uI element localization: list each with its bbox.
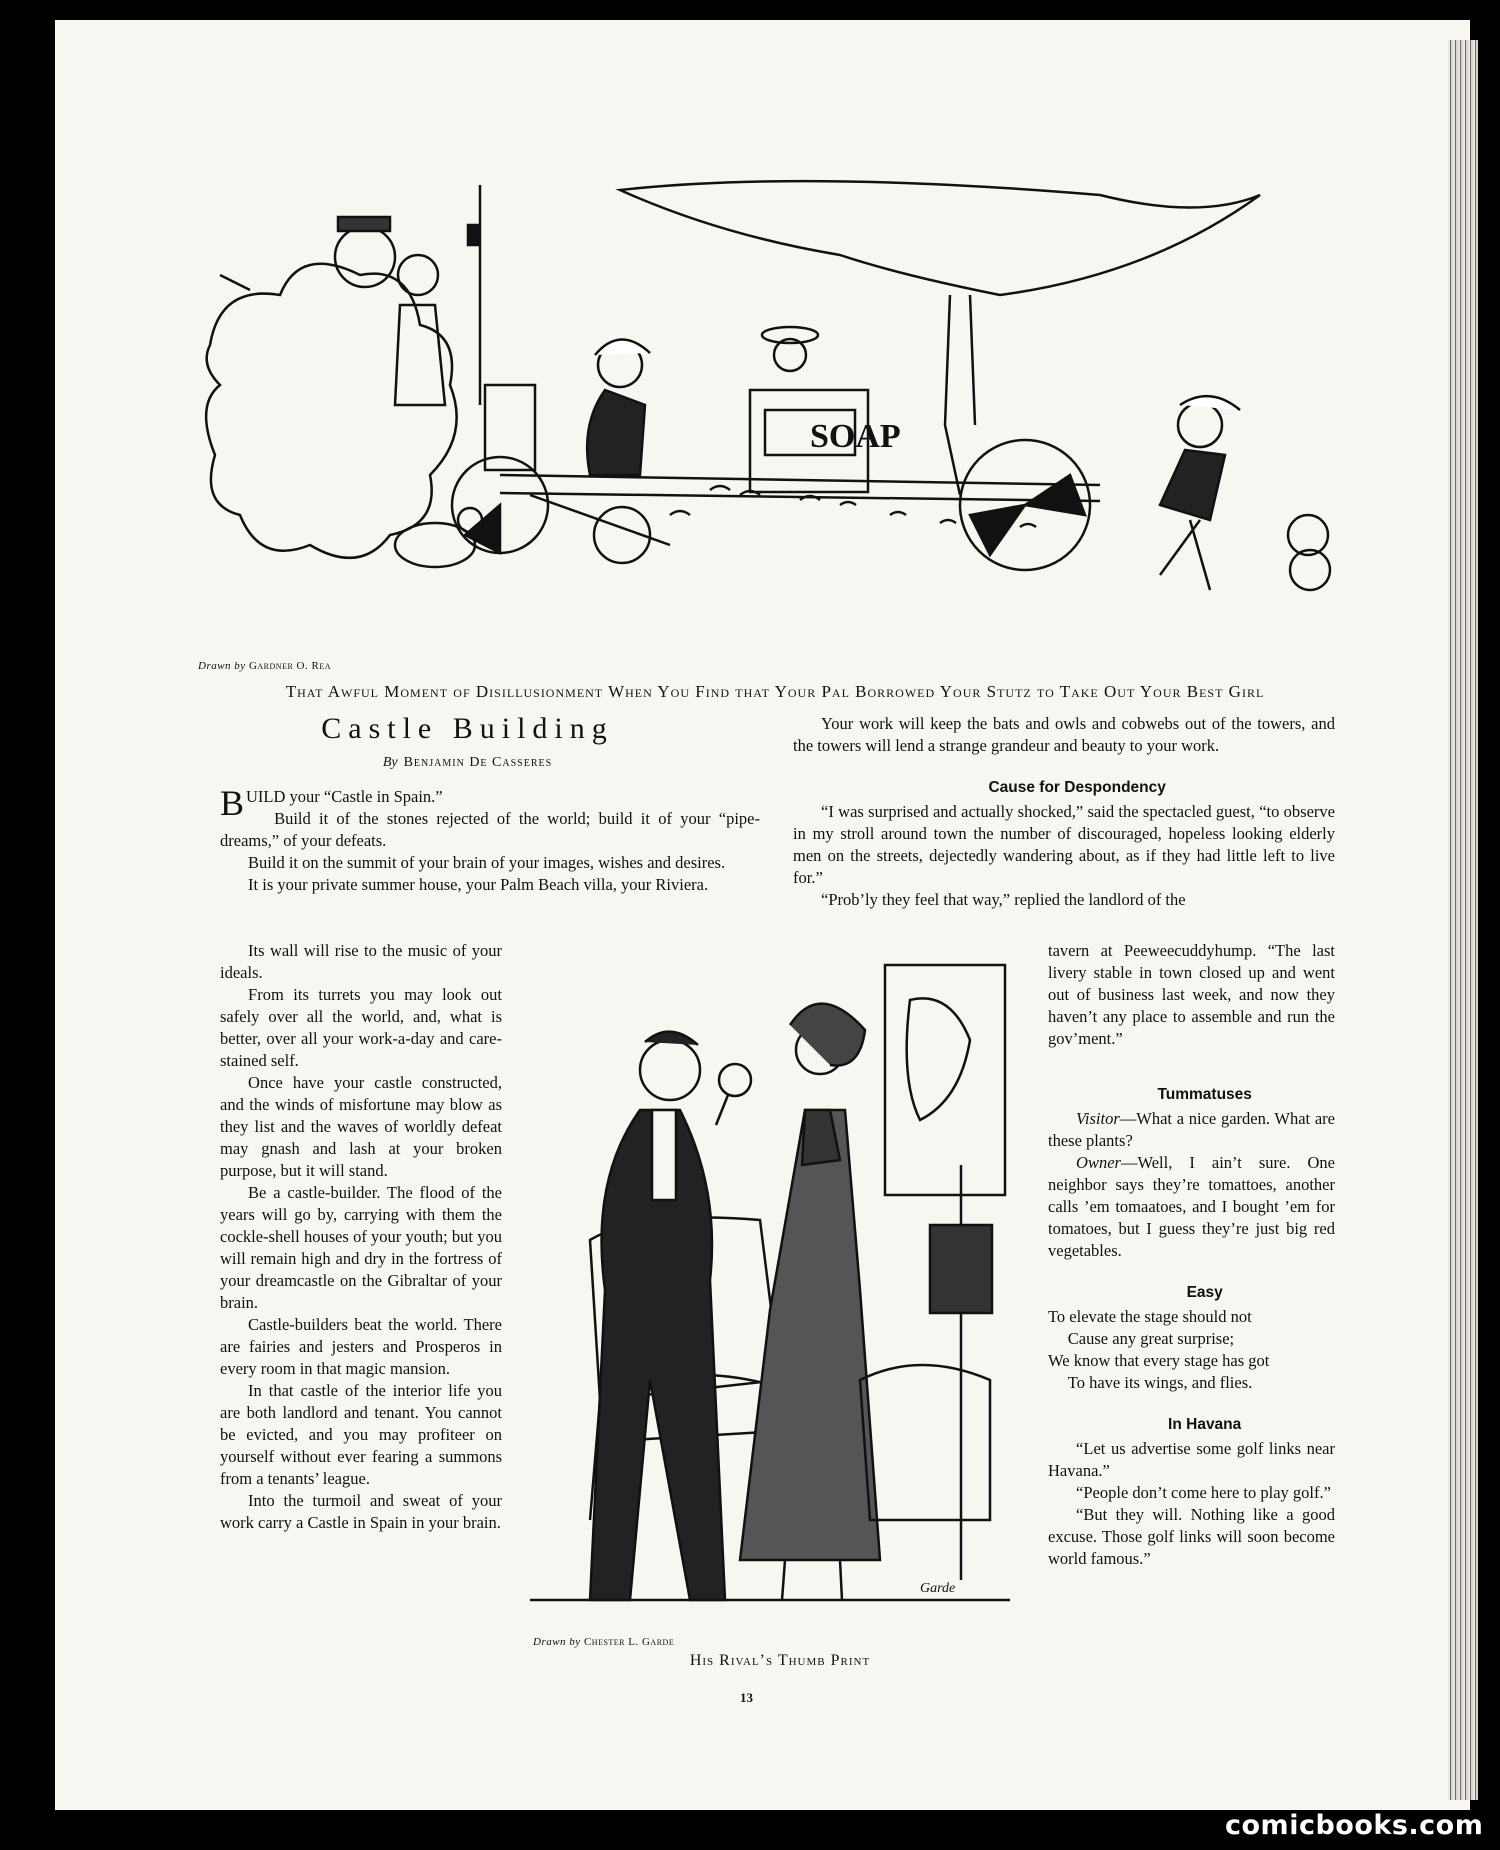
credit-name: Gardner O. Rea (248, 660, 331, 672)
middle-cartoon-illustration (520, 960, 1020, 1620)
byline-prefix: By (382, 755, 398, 770)
visitor-label: Visitor (1076, 1109, 1120, 1128)
despondency-paragraph-2a: “Prob’ly they feel that way,” replied the landlord of the (821, 890, 1186, 909)
poem-line: We know that every stage has got (1048, 1351, 1270, 1370)
page-stack-edge (1448, 40, 1478, 1800)
right-column-top (793, 713, 1335, 911)
lead-text: UILD your “Castle in Spain.” (246, 787, 443, 806)
watermark-text: comicbooks.com (1225, 1810, 1484, 1841)
article-paragraph: It is your private summer house, your Palm Beach villa, your Riviera. (248, 875, 709, 894)
owner-label: Owner (1076, 1153, 1121, 1172)
byline-author: Benjamin De Casseres (403, 755, 553, 770)
article-paragraph: Build it of the stones rejected of the world; build it of your “pipe-dreams,” of your defeats. (220, 809, 760, 850)
section-heading-havana: In Havana (1168, 1416, 1242, 1433)
article-title: Castle Building (321, 712, 614, 745)
havana-paragraph: “People don’t come here to play golf.” (1076, 1483, 1331, 1502)
credit-prefix: Drawn by (198, 660, 246, 672)
article-paragraph: Be a castle-builder. The flood of the years will go by, carrying with them the cockle-shell houses of your youth; but you will remain high and dry in the fortress of your dreamcastle on the Gibraltar of your brain. (220, 1183, 502, 1312)
article-paragraph: From its turrets you may look out safely over all the world, and, what is better, over all your work-a-day and care-stained self. (220, 985, 502, 1070)
article-paragraph: Its wall will rise to the music of your ideals. (220, 941, 502, 982)
tummatuses-visitor (1048, 1108, 1335, 1152)
poem-line: Cause any great surprise; (1067, 1329, 1235, 1348)
left-page-edge (0, 0, 55, 1850)
section-heading-easy: Easy (1186, 1284, 1223, 1301)
article-continuation: Your work will keep the bats and owls and cobwebs out of the towers, and the towers will lend a strange grandeur and beauty to your work. (793, 714, 1335, 755)
mid-cartoon-credit (533, 1636, 674, 1648)
easy-poem (1048, 1306, 1335, 1394)
havana-paragraph: “Let us advertise some golf links near Havana.” (1048, 1439, 1335, 1480)
top-cartoon-illustration (200, 175, 1350, 660)
article-lead-paragraph (220, 783, 760, 823)
poem-line: To have its wings, and flies. (1067, 1373, 1253, 1392)
credit-name: Chester L. Garde (583, 1636, 675, 1648)
top-cartoon-credit (198, 660, 331, 672)
despondency-paragraph-2b: tavern at Peeweecuddyhump. “The last livery stable in town closed up and went out of business last week, and now they haven’t any place to assemble and run the gov’ment.” (1048, 941, 1335, 1048)
havana-paragraph: “But they will. Nothing like a good excuse. Those golf links will soon become world famous.” (1048, 1505, 1335, 1568)
article-paragraph: Into the turmoil and sweat of your work carry a Castle in Spain in your brain. (220, 1491, 502, 1532)
article-paragraph: In that castle of the interior life you are both landlord and tenant. You cannot be evicted, and you may profiteer on yourself without ever fearing a summons from a tenants’ league. (220, 1381, 502, 1488)
artist-signature: Garde (920, 1581, 956, 1596)
article-paragraph: Build it on the summit of your brain of your images, wishes and desires. (248, 853, 726, 872)
owner-line: —Well, I ain’t sure. One neighbor says they’re tomattoes, another calls ’em tomaatoes, and I bought ’em for tomatoes, but I guess they’re just big red vegetables. (1048, 1153, 1335, 1260)
right-column-narrow (1048, 940, 1335, 1570)
drop-cap: B (220, 783, 245, 823)
section-heading-tummatuses: Tummatuses (1157, 1086, 1252, 1103)
tummatuses-owner (1048, 1152, 1335, 1262)
mid-cartoon-caption: His Rival’s Thumb Print (689, 1652, 871, 1669)
article-byline (205, 755, 730, 771)
poem-line: To elevate the stage should not (1048, 1307, 1252, 1326)
despondency-paragraph-1: “I was surprised and actually shocked,” said the spectacled guest, “to observe in my stroll around town the number of discouraged, hopeless looking elderly men on the streets, dejectedly wandering about, as if they had little left to live for.” (793, 802, 1335, 887)
article-narrow-column (220, 940, 502, 1534)
soap-crate-label: SOAP (810, 418, 901, 455)
credit-prefix: Drawn by (533, 1636, 581, 1648)
article-paragraph: Castle-builders beat the world. There are fairies and jesters and Prosperos in every room in that magic mansion. (220, 1315, 502, 1378)
section-heading-despondency: Cause for Despondency (988, 779, 1166, 796)
page-number: 13 (740, 1690, 753, 1705)
article-intro (220, 783, 760, 896)
top-cartoon-caption: That Awful Moment of Disillusionment When You Find that Your Pal Borrowed Your Stutz to Take Out Your Best Girl (285, 682, 1265, 701)
article-paragraph: Once have your castle constructed, and the winds of misfortune may blow as they list and the waves of worldly defeat may gnash and lash at your broken purpose, but it will stand. (220, 1073, 502, 1180)
visitor-line: —What a nice garden. What are these plants? (1048, 1109, 1335, 1150)
